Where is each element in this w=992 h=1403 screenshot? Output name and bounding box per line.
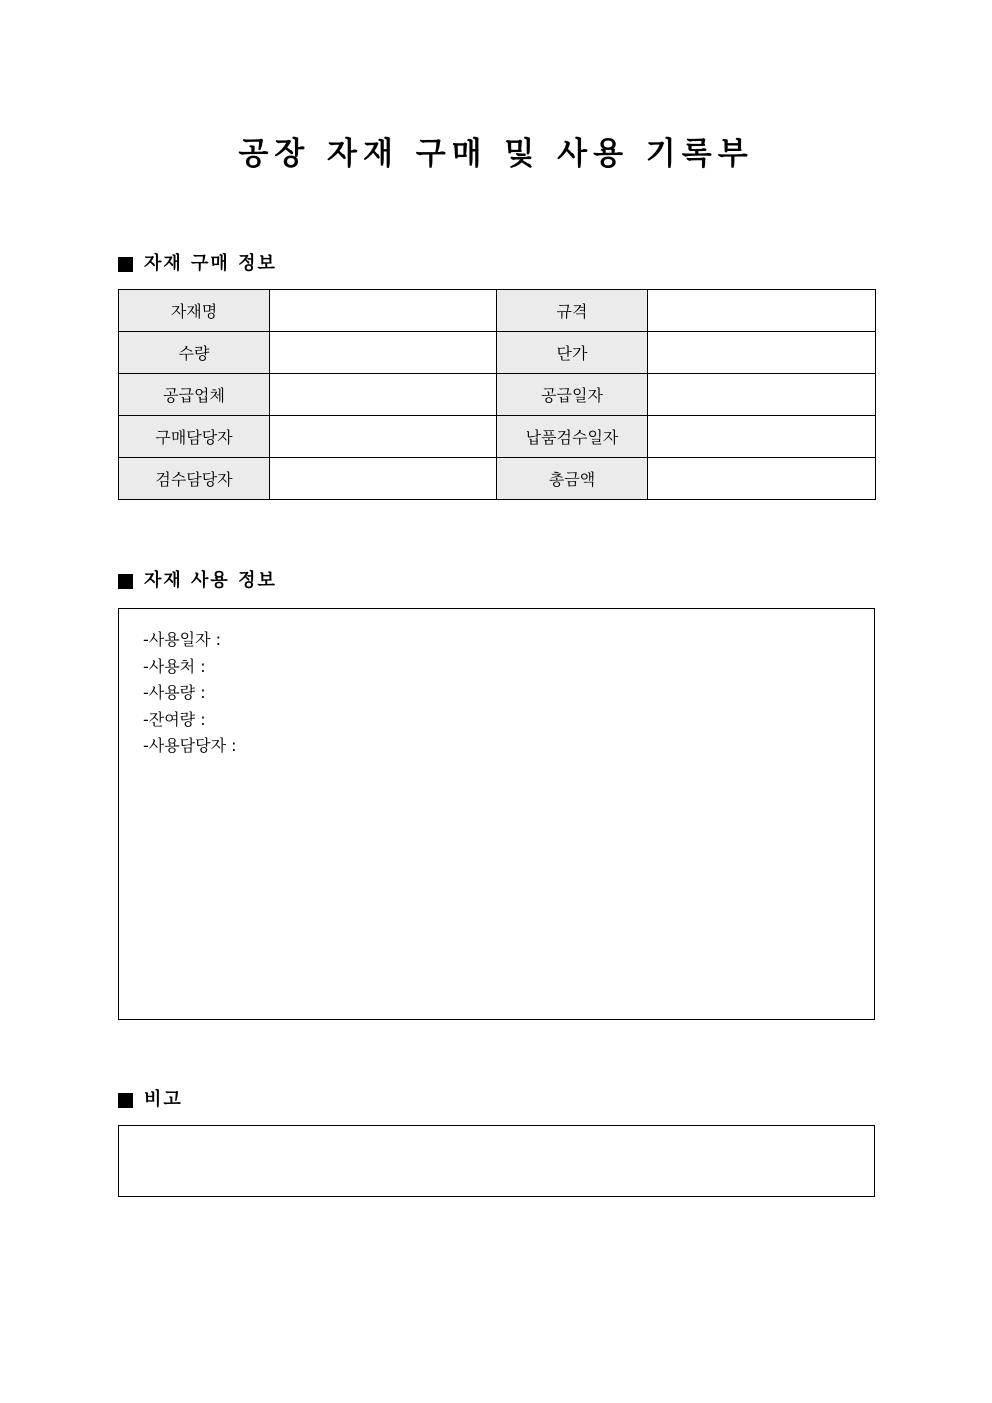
remarks-section-heading <box>118 1087 183 1113</box>
table-row <box>119 290 876 332</box>
supplier-value[interactable] <box>270 374 497 416</box>
usage-date-field: -사용일자 : <box>143 630 222 649</box>
usage-section-title: 자재 사용 정보 <box>144 570 277 591</box>
usage-info-box[interactable] <box>118 608 875 1020</box>
usage-amount-field: -사용량 : <box>143 683 206 702</box>
square-bullet-icon <box>118 1093 133 1108</box>
total-amount-label: 총금액 <box>497 458 648 500</box>
table-row <box>119 374 876 416</box>
unit-price-label: 단가 <box>497 332 648 374</box>
unit-price-value[interactable] <box>648 332 876 374</box>
purchase-info-table <box>118 289 876 500</box>
purchaser-value[interactable] <box>270 416 497 458</box>
square-bullet-icon <box>118 257 133 272</box>
supply-date-label: 공급일자 <box>497 374 648 416</box>
quantity-value[interactable] <box>270 332 497 374</box>
inspection-date-label: 납품검수일자 <box>497 416 648 458</box>
supplier-label: 공급업체 <box>119 374 270 416</box>
purchase-section-title: 자재 구매 정보 <box>144 253 277 274</box>
supply-date-value[interactable] <box>648 374 876 416</box>
remarks-box[interactable] <box>118 1125 875 1197</box>
usage-place-field: -사용처 : <box>143 656 206 676</box>
table-row <box>119 458 876 500</box>
inspector-value[interactable] <box>270 458 497 500</box>
remaining-amount-field: -잔여량 : <box>143 709 206 729</box>
table-row <box>119 332 876 374</box>
table-row <box>119 416 876 458</box>
quantity-label: 수량 <box>119 332 270 374</box>
usage-manager-field: -사용담당자 : <box>143 736 237 755</box>
purchaser-label: 구매담당자 <box>119 416 270 458</box>
inspector-label: 검수담당자 <box>119 458 270 500</box>
square-bullet-icon <box>118 574 133 589</box>
purchase-section-heading <box>118 251 277 277</box>
usage-section-heading <box>118 568 277 594</box>
usage-field-list <box>143 627 237 760</box>
remarks-section-title: 비고 <box>144 1089 183 1110</box>
specification-label: 규격 <box>497 290 648 332</box>
material-name-value[interactable] <box>270 290 497 332</box>
material-name-label: 자재명 <box>119 290 270 332</box>
inspection-date-value[interactable] <box>648 416 876 458</box>
specification-value[interactable] <box>648 290 876 332</box>
total-amount-value[interactable] <box>648 458 876 500</box>
document-title: 공장 자재 구매 및 사용 기록부 <box>238 136 754 172</box>
